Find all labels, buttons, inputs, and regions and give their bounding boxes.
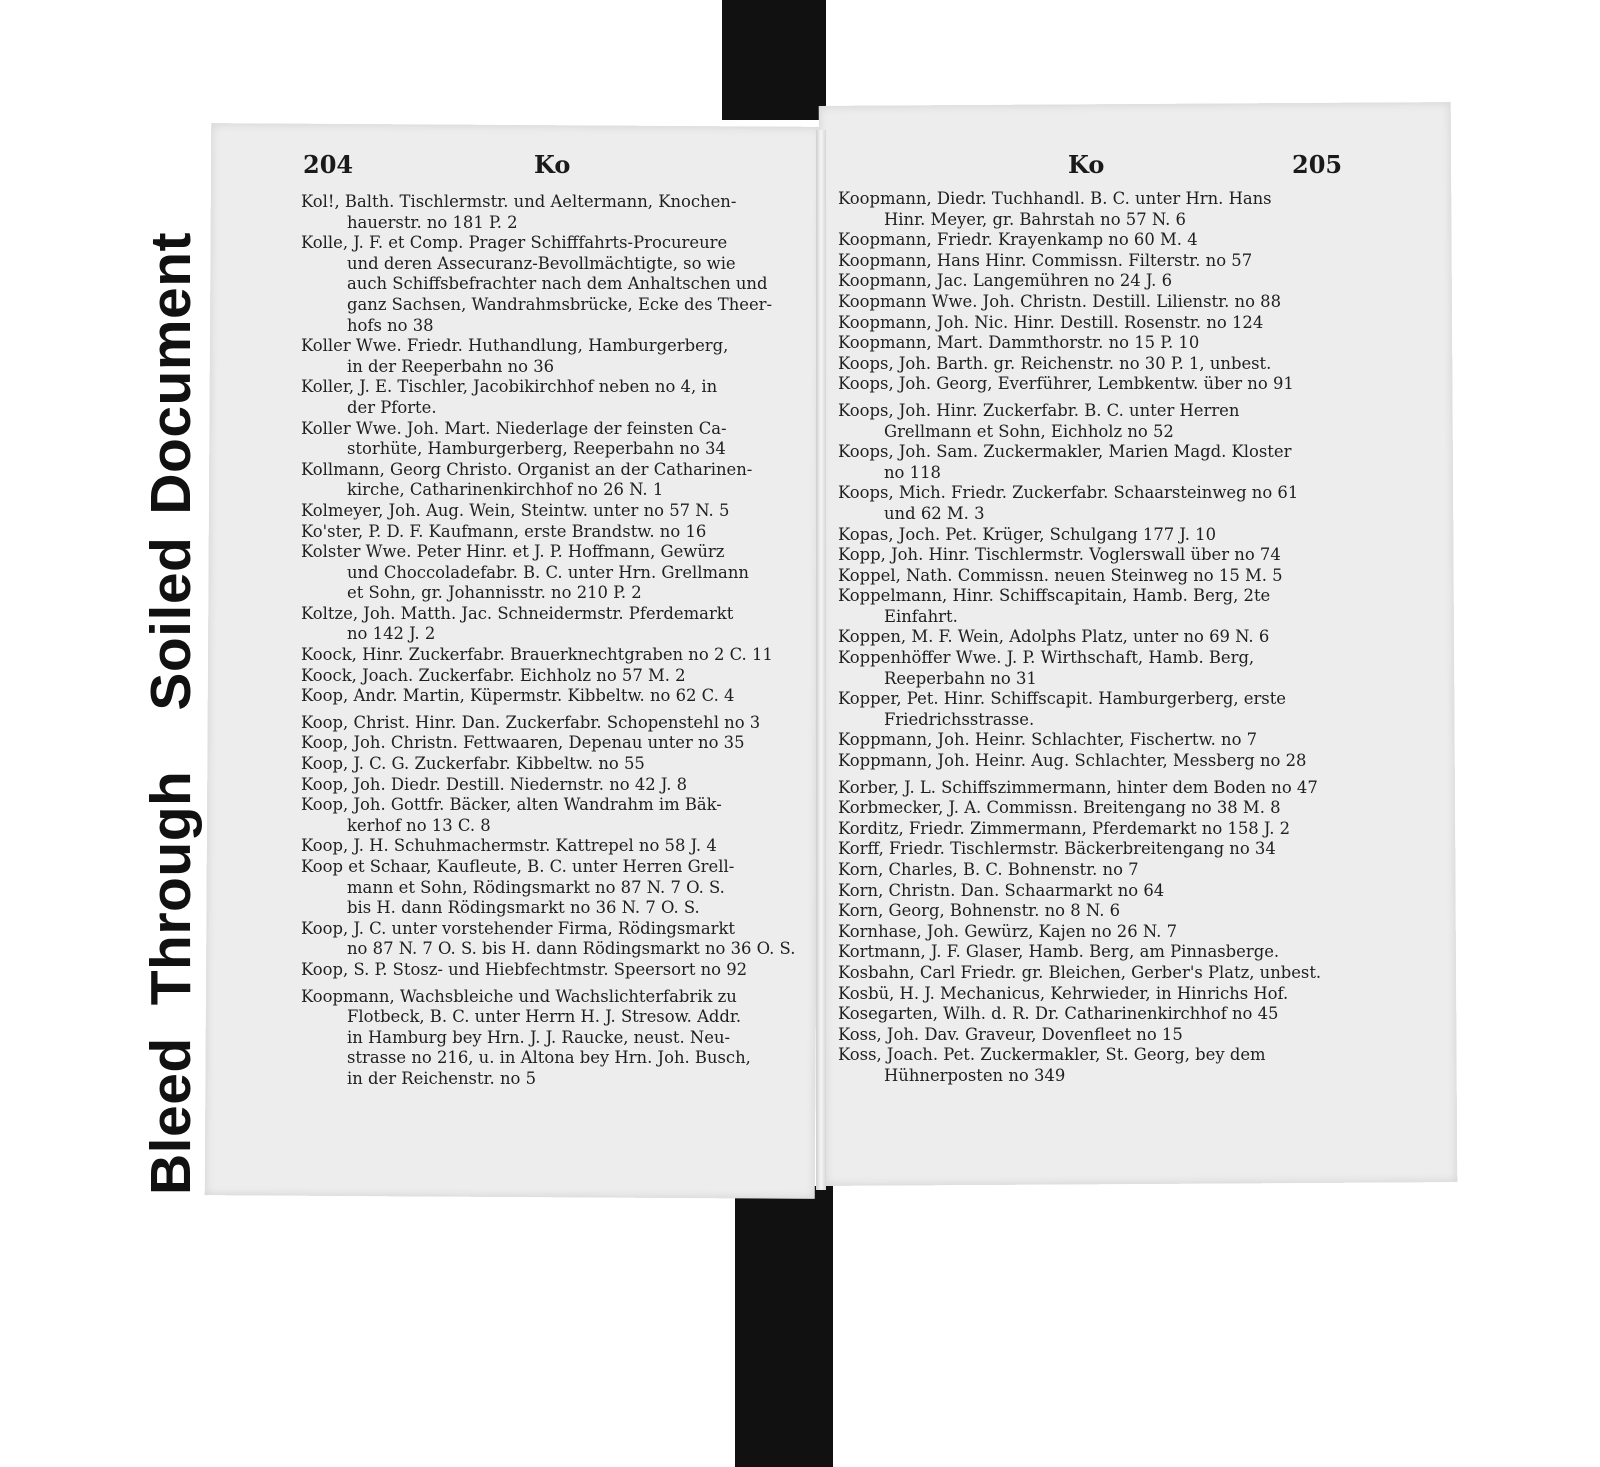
right-running-head: Ko [1068, 150, 1105, 179]
entry-heading-line: Kolmeyer, Joh. Aug. Wein, Steintw. unter no 57 N. 5 [301, 500, 730, 520]
entry-heading-line: Koock, Joach. Zuckerfabr. Eichholz no 57 M. 2 [301, 665, 686, 685]
directory-entry [301, 686, 806, 707]
directory-entry [838, 648, 1350, 689]
directory-entry [838, 751, 1350, 772]
directory-entry [301, 233, 806, 336]
entry-continuation-line: auch Schiffsbefrachter nach dem Anhaltschen und [347, 274, 768, 294]
entry-heading-line: Koops, Joh. Georg, Everführer, Lembkentw. über no 91 [838, 374, 1294, 394]
entry-heading-line: Kopas, Joch. Pet. Krüger, Schulgang 177 J. 10 [838, 524, 1216, 544]
entry-heading-line: Kosbahn, Carl Friedr. gr. Bleichen, Gerber's Platz, unbest. [838, 962, 1322, 982]
entry-heading-line: Koppmann, Joh. Heinr. Aug. Schlachter, Messberg no 28 [838, 751, 1307, 771]
entry-heading-line: Koopmann, Joh. Nic. Hinr. Destill. Rosenstr. no 124 [838, 312, 1264, 332]
entry-continuation-line: strasse no 216, u. in Altona bey Hrn. Joh. Busch, [347, 1048, 751, 1068]
side-label-word: Through [139, 770, 203, 1006]
entry-continuation-line: no 142 J. 2 [347, 624, 436, 644]
entry-heading-line: Koops, Mich. Friedr. Zuckerfabr. Schaarsteinweg no 61 [838, 483, 1299, 503]
directory-entry [301, 501, 806, 522]
directory-entry [301, 754, 806, 775]
entry-continuation-line: Einfahrt. [884, 606, 958, 626]
entry-continuation-line: der Pforte. [347, 397, 437, 417]
directory-entry [838, 230, 1350, 251]
directory-entry [838, 860, 1350, 881]
side-label-word: Soiled [139, 536, 203, 711]
entry-heading-line: Kollmann, Georg Christo. Organist an der Catharinen- [301, 459, 753, 479]
entry-heading-line: Koppelmann, Hinr. Schiffscapitain, Hamb. Berg, 2te [838, 586, 1271, 606]
entry-heading-line: Koopmann, Friedr. Krayenkamp no 60 M. 4 [838, 230, 1198, 250]
entry-heading-line: Korber, J. L. Schiffszimmermann, hinter dem Boden no 47 [838, 777, 1318, 797]
entry-continuation-line: no 118 [884, 462, 941, 482]
left-running-head: Ko [534, 150, 571, 179]
directory-entry [301, 987, 806, 1090]
directory-entry [838, 1045, 1350, 1086]
directory-entry [838, 374, 1350, 395]
entry-continuation-line: mann et Sohn, Rödingsmarkt no 87 N. 7 O. S. [347, 877, 725, 897]
directory-entry [301, 836, 806, 857]
directory-entry [838, 251, 1350, 272]
entry-heading-line: Koops, Joh. Barth. gr. Reichenstr. no 30 P. 1, unbest. [838, 353, 1272, 373]
right-directory-column [838, 189, 1350, 1087]
entry-heading-line: Kornhase, Joh. Gewürz, Kajen no 26 N. 7 [838, 921, 1178, 941]
directory-entry [838, 566, 1350, 587]
entry-heading-line: Kopp, Joh. Hinr. Tischlermstr. Voglerswall über no 74 [838, 545, 1281, 565]
directory-entry [301, 419, 806, 460]
directory-entry [838, 901, 1350, 922]
directory-entry [838, 545, 1350, 566]
entry-heading-line: Korff, Friedr. Tischlermstr. Bäckerbreitengang no 34 [838, 839, 1276, 859]
directory-entry [838, 627, 1350, 648]
directory-entry [838, 689, 1350, 730]
entry-heading-line: Kosbü, H. J. Mechanicus, Kehrwieder, in Hinrichs Hof. [838, 983, 1289, 1003]
entry-heading-line: Korn, Charles, B. C. Bohnenstr. no 7 [838, 860, 1139, 879]
entry-heading-line: Kolle, J. F. et Comp. Prager Schifffahrts-Procureure [301, 233, 728, 253]
side-label-word: Document [139, 231, 203, 515]
entry-continuation-line: hauerstr. no 181 P. 2 [347, 212, 518, 232]
directory-entry [838, 819, 1350, 840]
directory-entry [301, 542, 806, 604]
entry-heading-line: Kopper, Pet. Hinr. Schiffscapit. Hamburgerberg, erste [838, 689, 1287, 709]
entry-heading-line: Koop, Joh. Gottfr. Bäcker, alten Wandrahm im Bäk- [301, 795, 722, 815]
directory-entry [301, 795, 806, 836]
entry-continuation-line: et Sohn, gr. Johannisstr. no 210 P. 2 [347, 583, 642, 603]
directory-entry [301, 857, 806, 919]
directory-entry [838, 483, 1350, 524]
binding-strip-bottom [735, 1186, 833, 1467]
entry-heading-line: Koopmann, Hans Hinr. Commissn. Filterstr. no 57 [838, 250, 1253, 270]
entry-heading-line: Koop, Andr. Martin, Küpermstr. Kibbeltw. no 62 C. 4 [301, 686, 735, 706]
side-label-word: Bleed [139, 1037, 203, 1195]
directory-entry [301, 522, 806, 543]
directory-entry [838, 984, 1350, 1005]
entry-continuation-line: Hinr. Meyer, gr. Bahrstah no 57 N. 6 [884, 209, 1186, 229]
directory-entry [838, 942, 1350, 963]
entry-continuation-line: und deren Assecuranz-Bevollmächtigte, so wie [347, 253, 736, 273]
directory-entry [838, 189, 1350, 230]
entry-heading-line: Kortmann, J. F. Glaser, Hamb. Berg, am Pinnasberge. [838, 942, 1280, 962]
entry-continuation-line: bis H. dann Rödingsmarkt no 36 N. 7 O. S. [347, 898, 700, 918]
entry-heading-line: Koppmann, Joh. Heinr. Schlachter, Fischertw. no 7 [838, 730, 1258, 750]
directory-entry [838, 271, 1350, 292]
directory-entry [301, 645, 806, 666]
entry-continuation-line: ganz Sachsen, Wandrahmsbrücke, Ecke des Theer- [347, 294, 773, 314]
entry-continuation-line: Hühnerposten no 349 [884, 1065, 1066, 1085]
entry-heading-line: Koop, Joh. Christn. Fettwaaren, Depenau unter no 35 [301, 733, 745, 753]
directory-entry [838, 730, 1350, 751]
entry-continuation-line: Friedrichsstrasse. [884, 709, 1035, 729]
entry-heading-line: Koop, J. C. unter vorstehender Firma, Rödingsmarkt [301, 918, 735, 938]
directory-entry [838, 525, 1350, 546]
entry-heading-line: Koops, Joh. Hinr. Zuckerfabr. B. C. unter Herren [838, 400, 1240, 420]
directory-entry [838, 442, 1350, 483]
entry-heading-line: Korditz, Friedr. Zimmermann, Pferdemarkt no 158 J. 2 [838, 818, 1291, 838]
entry-heading-line: Koopmann, Jac. Langemühren no 24 J. 6 [838, 271, 1173, 291]
directory-entry [301, 713, 806, 734]
entry-heading-line: Koller, J. E. Tischler, Jacobikirchhof neben no 4, in [301, 377, 718, 397]
entry-heading-line: Kosegarten, Wilh. d. R. Dr. Catharinenkirchhof no 45 [838, 1004, 1279, 1024]
binding-strip-top [722, 0, 826, 120]
entry-heading-line: Koop et Schaar, Kaufleute, B. C. unter Herren Grell- [301, 857, 735, 876]
directory-entry [301, 960, 806, 981]
entry-continuation-line: und Choccoladefabr. B. C. unter Hrn. Grellmann [347, 562, 749, 582]
entry-continuation-line: hofs no 38 [347, 315, 434, 335]
directory-entry [301, 919, 806, 960]
entry-heading-line: Koppel, Nath. Commissn. neuen Steinweg no 15 M. 5 [838, 565, 1283, 585]
entry-heading-line: Koss, Joach. Pet. Zuckermakler, St. Georg, bey dem [838, 1045, 1266, 1065]
entry-heading-line: Korn, Christn. Dan. Schaarmarkt no 64 [838, 880, 1165, 900]
directory-entry [301, 604, 806, 645]
directory-entry [838, 798, 1350, 819]
left-page-number: 204 [303, 150, 354, 179]
entry-heading-line: Koopmann Wwe. Joh. Christn. Destill. Lilienstr. no 88 [838, 291, 1282, 311]
entry-heading-line: Kol!, Balth. Tischlermstr. und Aeltermann, Knochen- [301, 192, 737, 211]
directory-entry [838, 586, 1350, 627]
directory-entry [838, 881, 1350, 902]
directory-entry [838, 922, 1350, 943]
entry-heading-line: Koop, Christ. Hinr. Dan. Zuckerfabr. Schopenstehl no 3 [301, 712, 761, 732]
directory-entry [301, 192, 806, 233]
directory-entry [838, 354, 1350, 375]
directory-entry [838, 778, 1350, 799]
entry-heading-line: Kolster Wwe. Peter Hinr. et J. P. Hoffmann, Gewürz [301, 542, 725, 562]
entry-heading-line: Koller Wwe. Joh. Mart. Niederlage der feinsten Ca- [301, 418, 727, 438]
entry-heading-line: Korn, Georg, Bohnenstr. no 8 N. 6 [838, 901, 1121, 921]
entry-heading-line: Koppenhöffer Wwe. J. P. Wirthschaft, Hamb. Berg, [838, 648, 1255, 668]
directory-entry [838, 1025, 1350, 1046]
entry-heading-line: Ko'ster, P. D. F. Kaufmann, erste Brandstw. no 16 [301, 521, 707, 541]
directory-entry [301, 666, 806, 687]
directory-entry [301, 377, 806, 418]
side-label [138, 232, 204, 1195]
entry-continuation-line: in Hamburg bey Hrn. J. J. Raucke, neust. Neu- [347, 1027, 731, 1047]
entry-continuation-line: in der Reeperbahn no 36 [347, 356, 555, 376]
entry-continuation-line: Reeperbahn no 31 [884, 668, 1037, 688]
directory-entry [301, 336, 806, 377]
entry-continuation-line: kirche, Catharinenkirchhof no 26 N. 1 [347, 480, 664, 500]
entry-heading-line: Koop, J. C. G. Zuckerfabr. Kibbeltw. no 55 [301, 754, 645, 774]
directory-entry [838, 1004, 1350, 1025]
directory-entry [838, 292, 1350, 313]
directory-entry [838, 963, 1350, 984]
directory-entry [301, 733, 806, 754]
directory-entry [838, 313, 1350, 334]
entry-heading-line: Koller Wwe. Friedr. Huthandlung, Hamburgerberg, [301, 336, 729, 356]
entry-heading-line: Koltze, Joh. Matth. Jac. Schneidermstr. Pferdemarkt [301, 603, 734, 623]
entry-heading-line: Koop, Joh. Diedr. Destill. Niedernstr. no 42 J. 8 [301, 774, 688, 794]
directory-entry [301, 775, 806, 796]
right-page-number: 205 [1292, 150, 1343, 179]
entry-heading-line: Koopmann, Mart. Dammthorstr. no 15 P. 10 [838, 333, 1200, 353]
entry-heading-line: Koopmann, Diedr. Tuchhandl. B. C. unter Hrn. Hans [838, 189, 1272, 208]
entry-heading-line: Koops, Joh. Sam. Zuckermakler, Marien Magd. Kloster [838, 442, 1292, 462]
entry-continuation-line: und 62 M. 3 [884, 503, 985, 523]
entry-continuation-line: Flotbeck, B. C. unter Herrn H. J. Stresow. Addr. [347, 1007, 742, 1027]
entry-heading-line: Koop, S. P. Stosz- und Hiebfechtmstr. Speersort no 92 [301, 959, 748, 979]
entry-heading-line: Koopmann, Wachsbleiche und Wachslichterfabrik zu [301, 986, 737, 1006]
entry-heading-line: Koss, Joh. Dav. Graveur, Dovenfleet no 15 [838, 1024, 1183, 1044]
directory-entry [838, 401, 1350, 442]
entry-heading-line: Koock, Hinr. Zuckerfabr. Brauerknechtgraben no 2 C. 11 [301, 645, 773, 665]
entry-heading-line: Korbmecker, J. A. Commissn. Breitengang no 38 M. 8 [838, 798, 1281, 818]
entry-heading-line: Koop, J. H. Schuhmachermstr. Kattrepel no 58 J. 4 [301, 836, 717, 856]
entry-continuation-line: in der Reichenstr. no 5 [347, 1068, 537, 1088]
entry-continuation-line: kerhof no 13 C. 8 [347, 815, 491, 835]
directory-entry [838, 839, 1350, 860]
entry-continuation-line: storhüte, Hamburgerberg, Reeperbahn no 34 [347, 439, 726, 459]
book-gutter [816, 130, 826, 1190]
entry-continuation-line: no 87 N. 7 O. S. bis H. dann Rödingsmarkt no 36 O. S. [347, 939, 796, 959]
left-directory-column [301, 192, 806, 1090]
entry-heading-line: Koppen, M. F. Wein, Adolphs Platz, unter no 69 N. 6 [838, 627, 1270, 647]
directory-entry [838, 333, 1350, 354]
directory-entry [301, 460, 806, 501]
entry-continuation-line: Grellmann et Sohn, Eichholz no 52 [884, 421, 1174, 441]
